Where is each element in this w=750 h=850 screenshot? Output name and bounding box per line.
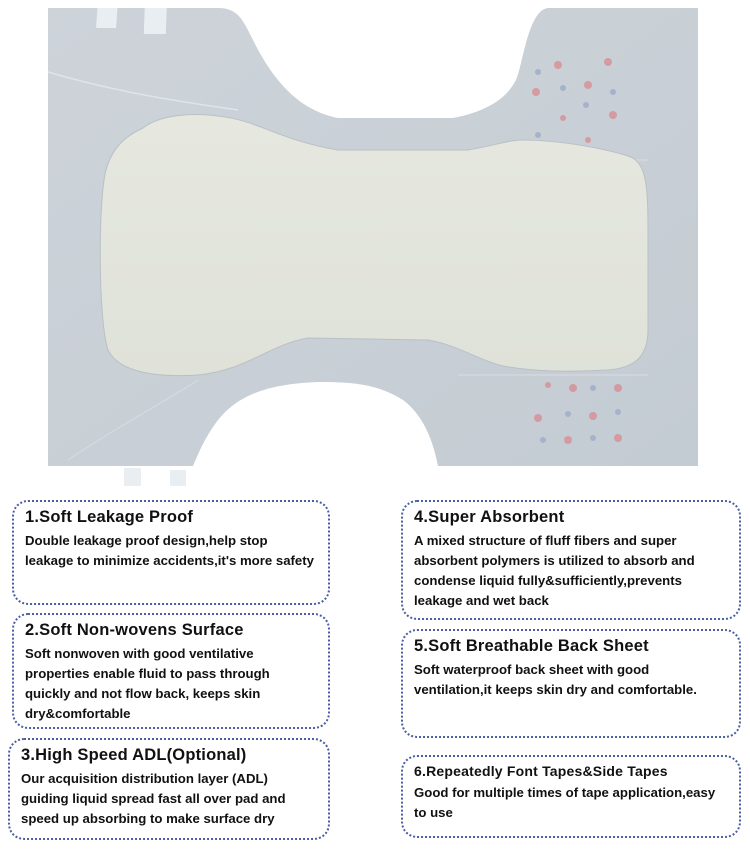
feature-description: Good for multiple times of tape application,easy to use [414, 785, 716, 820]
feature-description: Soft nonwoven with good ventilative properties enable fluid to pass through quickly and not flow back, keeps skin dry&comfortable [25, 646, 270, 721]
absorbent-core [100, 115, 648, 376]
feature-box-nonwovens-surface [12, 613, 330, 729]
feature-description: Double leakage proof design,help stop leakage to minimize accidents,it's more safety [25, 533, 314, 568]
diaper-product-photo [48, 0, 698, 486]
feature-title: 1.Soft Leakage Proof [25, 508, 194, 526]
feature-title: 6.Repeatedly Font Tapes&Side Tapes [414, 763, 668, 779]
front-tape-1 [96, 8, 117, 28]
feature-title: 4.Super Absorbent [414, 508, 565, 526]
feature-title: 2.Soft Non-wovens Surface [25, 621, 244, 639]
feature-description: Our acquisition distribution layer (ADL) guiding liquid spread fast all over pad and speed up absorbing to make surface dry [21, 771, 286, 826]
feature-box-adl [8, 738, 330, 840]
feature-description: Soft waterproof back sheet with good ventilation,it keeps skin dry and comfortable. [414, 662, 697, 697]
feature-title: 5.Soft Breathable Back Sheet [414, 637, 649, 655]
front-tape-2 [144, 8, 167, 34]
feature-title: 3.High Speed ADL(Optional) [21, 746, 247, 764]
side-tape-2 [170, 470, 186, 486]
feature-box-leakage-proof [12, 500, 330, 605]
feature-box-back-sheet [401, 629, 741, 738]
diaper-illustration [48, 0, 698, 486]
feature-box-super-absorbent [401, 500, 741, 620]
feature-description: A mixed structure of fluff fibers and super absorbent polymers is utilized to absorb and condense liquid fully&sufficiently,prevents leakage and wet back [414, 533, 695, 608]
side-tape-1 [124, 468, 141, 486]
feature-box-tapes [401, 755, 741, 838]
